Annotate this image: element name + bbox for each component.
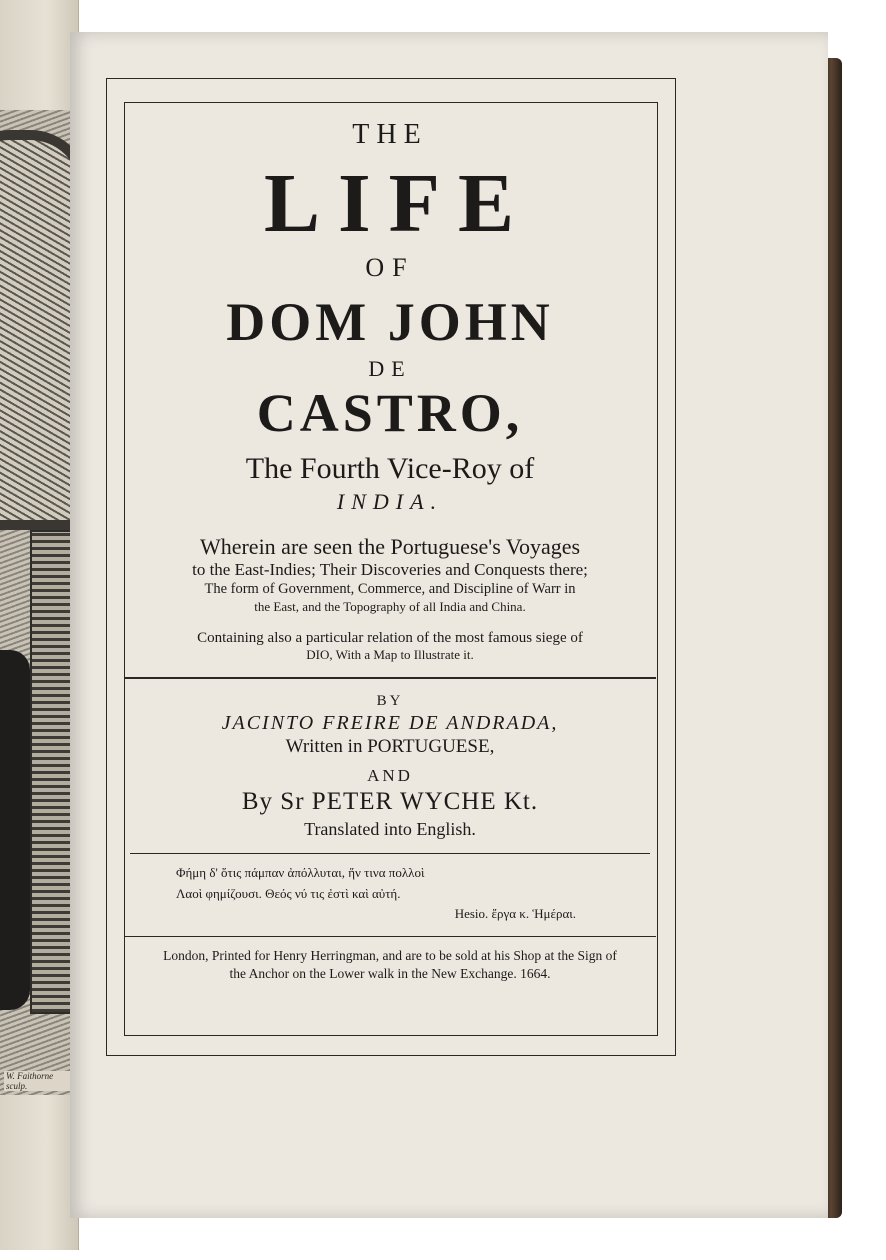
author-name: JACINTO FREIRE DE ANDRADA,: [221, 712, 559, 734]
description-line-1: Wherein are seen the Portuguese's Voyages: [199, 534, 581, 559]
containing-line-2: DIO, With a Map to Illustrate it.: [306, 647, 474, 662]
imprint-rule: [124, 936, 656, 937]
divider-rule: [124, 677, 656, 679]
description-line-4: the East, and the Topography of all India and China.: [254, 599, 526, 614]
engraving-figure: [0, 650, 30, 1010]
translated-into: Translated into English.: [304, 819, 476, 839]
title-de: DE: [368, 356, 412, 381]
written-in: Written in PORTUGUESE,: [285, 736, 495, 757]
description-line-2: to the East-Indies; Their Discoveries and Conquests there;: [192, 560, 588, 579]
title-life: LIFE: [263, 157, 533, 250]
title-of: OF: [365, 253, 415, 282]
title-page-content: [124, 102, 656, 983]
engraver-signature: W. Faithorne sculp.: [4, 1071, 74, 1091]
engraving-arch: [0, 130, 76, 530]
title-page: [70, 32, 828, 1218]
epigraph-rule: [130, 853, 650, 854]
subtitle-vice-roy: The Fourth Vice-Roy of: [245, 452, 535, 485]
description-line-3: The form of Government, Commerce, and Discipline of Warr in: [204, 581, 576, 597]
title-dom-john: DOM JOHN: [226, 292, 554, 352]
containing-line-1: Containing also a particular relation of the most famous siege of: [197, 630, 583, 646]
greek-epigraph-citation: Hesio. ἔργα κ. Ἡμέραι.: [454, 906, 576, 921]
byline-and: AND: [367, 766, 413, 785]
title-the: THE: [352, 119, 428, 150]
subtitle-india: INDIA.: [336, 489, 444, 514]
greek-epigraph-line-2: Λαοὶ φημίζουσι. Θεός νύ τις ἐστὶ καὶ αὐτή.: [176, 886, 401, 901]
translator-name: By Sr PETER WYCHE Kt.: [241, 788, 539, 815]
greek-epigraph-line-1: Φήμη δ' ὅτις πάμπαν ἀπόλλυται, ἥν τινα πολλοὶ: [176, 865, 425, 880]
imprint-line-1: London, Printed for Henry Herringman, and are to be sold at his Shop at the Sign of: [163, 948, 617, 963]
byline-by: BY: [376, 693, 404, 709]
engraving-pillar: [30, 530, 74, 1014]
imprint-line-2: the Anchor on the Lower walk in the New Exchange. 1664.: [229, 966, 551, 981]
title-castro: CASTRO,: [256, 383, 524, 443]
frontispiece-engraving: [0, 110, 76, 1095]
